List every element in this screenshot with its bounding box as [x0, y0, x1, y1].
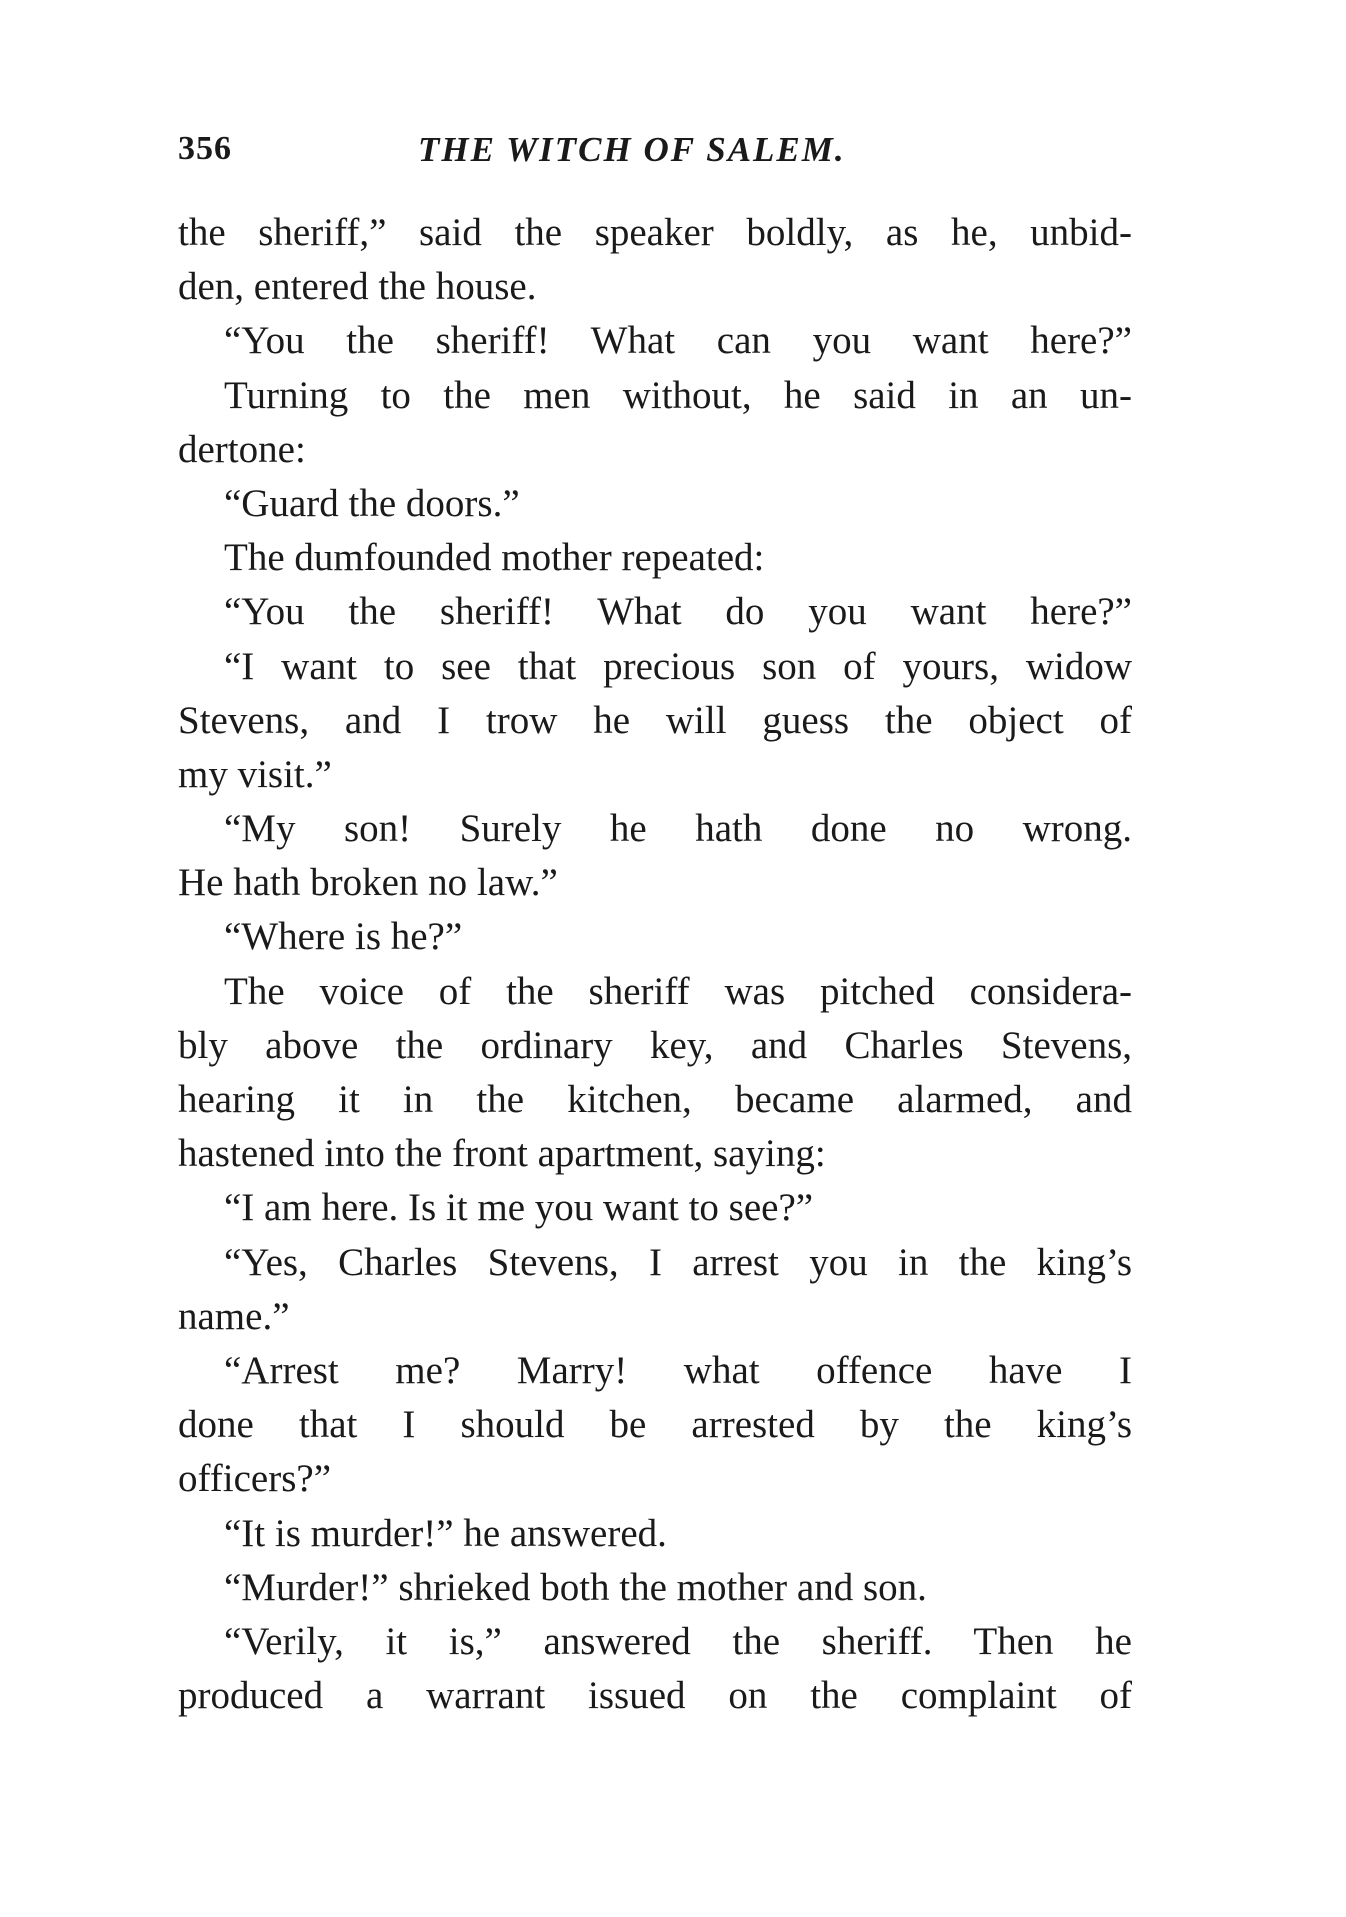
text-line: dertone: — [178, 427, 306, 471]
text-line: produced a warrant issued on the complaint of — [178, 1674, 1132, 1718]
running-title: THE WITCH OF SALEM. — [418, 130, 846, 169]
text-line: “I want to see that precious son of yours, widow — [224, 644, 1132, 688]
text-line: den, entered the house. — [178, 265, 537, 309]
text-line: “Yes, Charles Stevens, I arrest you in the king’s — [224, 1240, 1132, 1284]
text-line: “Where is he?” — [224, 915, 463, 959]
text-line: He hath broken no law.” — [178, 861, 558, 905]
text-line: “Verily, it is,” answered the sheriff. Then he — [224, 1619, 1132, 1663]
text-line: hastened into the front apartment, saying: — [178, 1132, 826, 1176]
text-line: bly above the ordinary key, and Charles Stevens, — [178, 1023, 1132, 1067]
text-line: “Guard the doors.” — [224, 481, 520, 525]
page-number: 356 — [178, 130, 232, 167]
text-line: name.” — [178, 1294, 290, 1338]
text-line: “It is murder!” he answered. — [224, 1511, 667, 1555]
text-line: my visit.” — [178, 752, 332, 796]
text-line: “You the sheriff! What do you want here?” — [224, 590, 1132, 634]
text-line: The dumfounded mother repeated: — [224, 536, 765, 580]
page-header — [178, 130, 1132, 180]
text-line: done that I should be arrested by the king’s — [178, 1403, 1132, 1447]
text-line: Turning to the men without, he said in an un- — [224, 373, 1132, 417]
text-line: officers?” — [178, 1457, 332, 1501]
text-line: The voice of the sheriff was pitched considera- — [224, 969, 1132, 1013]
body-text — [178, 206, 1132, 1723]
text-line: “Arrest me? Marry! what offence have I — [224, 1348, 1132, 1392]
text-line: the sheriff,” said the speaker boldly, as he, unbid- — [178, 211, 1132, 254]
text-line: “Murder!” shrieked both the mother and son. — [224, 1565, 927, 1609]
text-line: “I am here. Is it me you want to see?” — [224, 1186, 814, 1230]
text-line: “You the sheriff! What can you want here?” — [224, 319, 1132, 363]
text-line: hearing it in the kitchen, became alarmed, and — [178, 1078, 1132, 1121]
text-line: Stevens, and I trow he will guess the object of — [178, 698, 1132, 742]
text-line: “My son! Surely he hath done no wrong. — [224, 807, 1132, 851]
